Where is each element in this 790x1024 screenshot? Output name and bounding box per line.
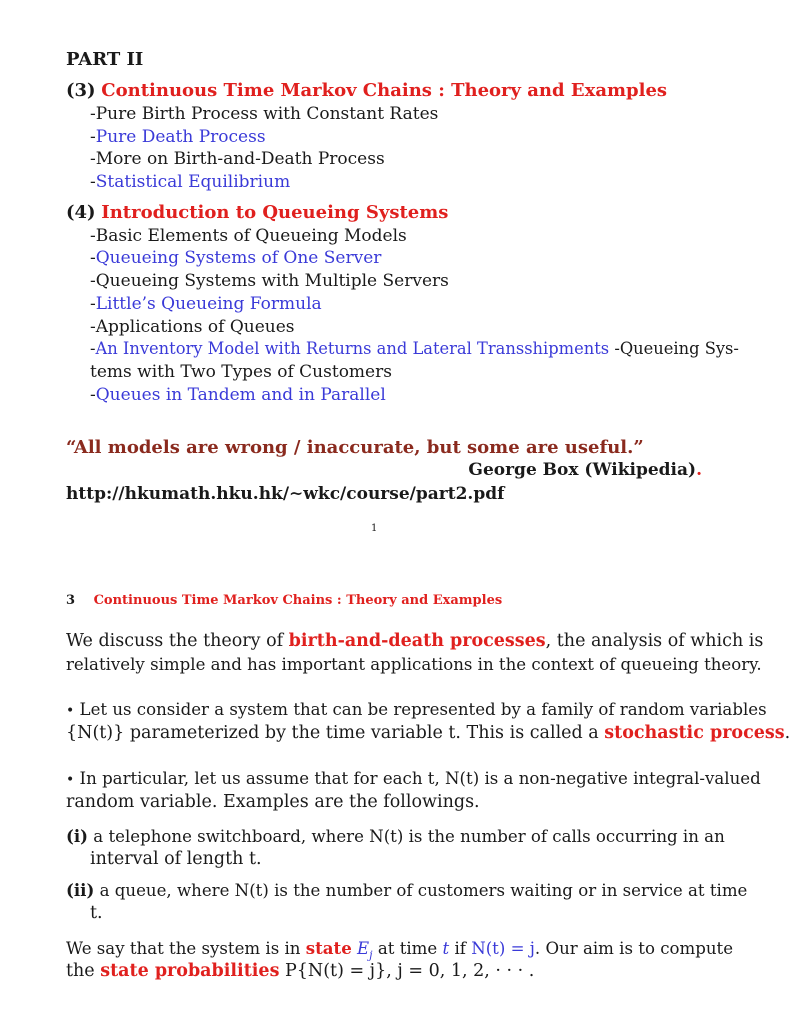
sec3-item-2-link[interactable]: Pure Death Process: [95, 127, 266, 147]
section-3-number: (3): [66, 80, 96, 101]
section-3-heading: [66, 80, 667, 101]
quote-attribution: George Box (Wikipedia).: [468, 460, 702, 480]
part-title: PART II: [66, 49, 144, 70]
sec4-item-4[interactable]: -Little’s Queueing Formula: [90, 294, 322, 314]
section-4-heading: [66, 202, 448, 223]
sec3-item-2[interactable]: -Pure Death Process: [90, 127, 266, 147]
para1-line2: relatively simple and has important applications in the context of queueing theory.: [66, 655, 762, 674]
section-3-header: [66, 593, 502, 608]
example-ii-line2: t.: [90, 903, 103, 923]
para2-line1: • Let us consider a system that can be represented by a family of random variables: [66, 700, 767, 719]
sec4-item-6[interactable]: -An Inventory Model with Returns and Lateral Transshipments -Queueing Sys-: [90, 339, 739, 358]
example-ii-line1: (ii) a queue, where N(t) is the number of customers waiting or in service at time: [66, 880, 748, 900]
state-line1: We say that the system is in state $E_j$ at time t if N(t) = j. Our aim is to compute: [66, 938, 734, 962]
section-title: Continuous Time Markov Chains : Theory and Examples: [93, 593, 503, 608]
state-line2: the state probabilities P{N(t) = j}, j = 0, 1, 2, · · · .: [66, 961, 535, 981]
page-number: 1: [371, 523, 378, 534]
section-4-title: Introduction to Queueing Systems: [101, 202, 449, 223]
sec4-item-6-link[interactable]: An Inventory Model with Returns and Lateral Transshipments: [95, 339, 610, 358]
term-state: state: [305, 938, 352, 958]
sec3-item-1: -Pure Birth Process with Constant Rates: [90, 104, 439, 124]
sec4-item-4-link[interactable]: Little’s Queueing Formula: [95, 294, 322, 314]
sec4-item-8-link[interactable]: Queues in Tandem and in Parallel: [95, 385, 386, 405]
section-3-title: Continuous Time Markov Chains : Theory and Examples: [101, 80, 668, 101]
sec4-item-7-cont: tems with Two Types of Customers: [90, 362, 392, 382]
quote: “All models are wrong / inaccurate, but some are useful.”: [66, 437, 644, 458]
sec4-item-3: -Queueing Systems with Multiple Servers: [90, 271, 449, 291]
course-url[interactable]: http://hkumath.hku.hk/∼wkc/course/part2.pdf: [66, 484, 505, 504]
example-ii-label: (ii): [66, 880, 95, 900]
sec3-item-3: -More on Birth-and-Death Process: [90, 149, 385, 169]
para1-line1: We discuss the theory of birth-and-death processes, the analysis of which is: [66, 631, 764, 651]
sec3-item-4-link[interactable]: Statistical Equilibrium: [95, 172, 291, 192]
para3-line1: • In particular, let us assume that for each t, N(t) is a non-negative integral-valued: [66, 769, 761, 788]
para2-line2: {N(t)} parameterized by the time variable t. This is called a stochastic process.: [66, 723, 790, 743]
example-i-label: (i): [66, 826, 89, 846]
sec4-item-2-link[interactable]: Queueing Systems of One Server: [95, 248, 382, 268]
state-condition: N(t) = j: [471, 939, 535, 958]
bullet-icon: •: [66, 772, 75, 788]
example-i-line2: interval of length t.: [90, 849, 262, 869]
para3-line2: random variable. Examples are the followings.: [66, 792, 480, 812]
sec4-item-2[interactable]: -Queueing Systems of One Server: [90, 248, 382, 268]
bullet-icon: •: [66, 703, 75, 719]
term-birth-death: birth-and-death processes: [288, 631, 546, 651]
time-symbol: t: [442, 939, 450, 958]
term-stochastic-process: stochastic process: [604, 723, 785, 743]
attribution-period: .: [696, 460, 702, 480]
sec3-item-4[interactable]: -Statistical Equilibrium: [90, 172, 291, 192]
sec4-item-5: -Applications of Queues: [90, 317, 295, 337]
section-number: 3: [66, 593, 76, 608]
sec4-item-8[interactable]: -Queues in Tandem and in Parallel: [90, 385, 386, 405]
term-state-probabilities: state probabilities: [100, 961, 280, 981]
example-i-line1: (i) a telephone switchboard, where N(t) is the number of calls occurring in an: [66, 826, 725, 846]
sec4-item-1: -Basic Elements of Queueing Models: [90, 226, 407, 246]
section-4-number: (4): [66, 202, 96, 223]
sec4-item-7-start: -Queueing Sys-: [609, 339, 739, 358]
state-symbol: $E_j$: [357, 939, 373, 962]
